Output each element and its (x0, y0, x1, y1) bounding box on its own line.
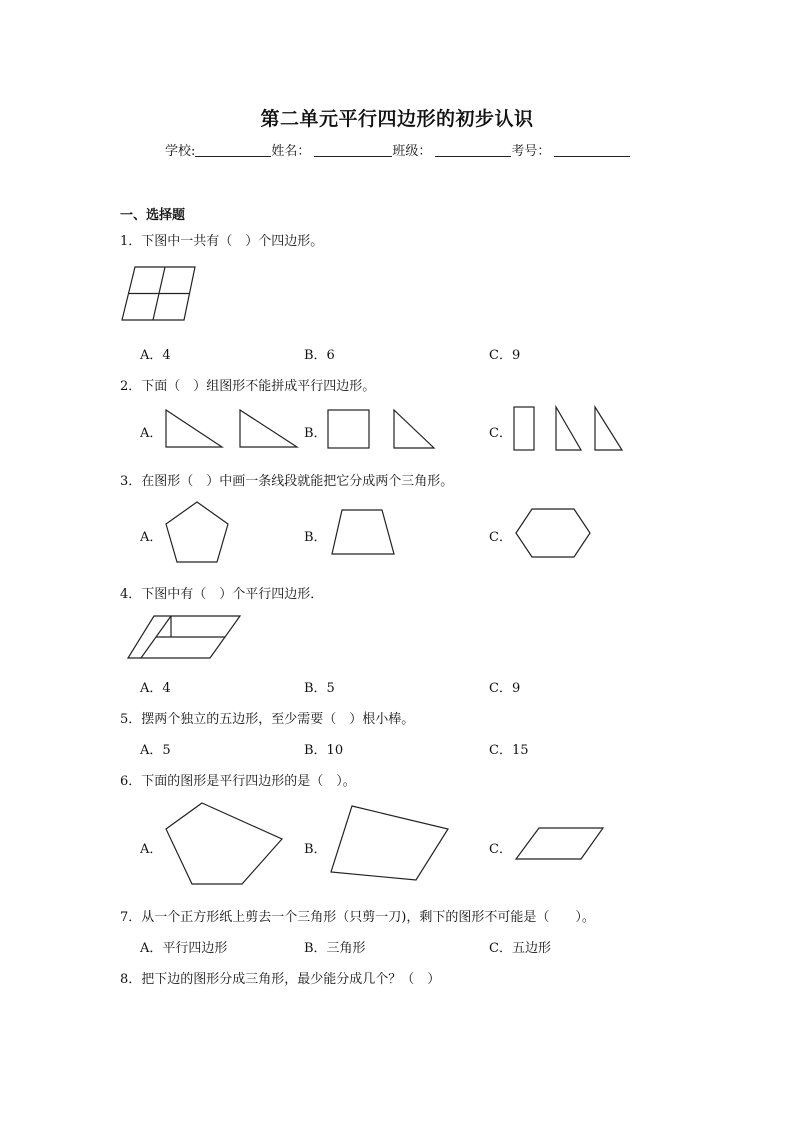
question-5 (120, 708, 414, 727)
exam-no-label: 考号： (511, 144, 551, 159)
question-text: 下面的图形是平行四边形的是（ ）。 (141, 774, 356, 789)
q1-option-c[interactable]: C．9 (489, 348, 521, 363)
question-number: 6． (120, 774, 142, 789)
q2-option-b[interactable]: B． (304, 426, 327, 441)
question-text: 在图形（ ）中画一条线段就能把它分成两个三角形。 (141, 474, 454, 489)
q2-option-c[interactable]: C． (489, 426, 512, 441)
section-title: 一、选择题 (120, 208, 186, 223)
q4-option-c[interactable]: C．9 (489, 681, 521, 696)
q7-option-c[interactable]: C．五边形 (489, 941, 551, 956)
q3-option-c-figure-hexagon (514, 507, 594, 559)
header-info-line (165, 140, 630, 159)
q1-figure-grid-parallelogram (120, 265, 200, 323)
question-6 (120, 770, 356, 789)
name-blank[interactable] (314, 144, 392, 157)
q1-option-a[interactable]: A．4 (140, 348, 171, 363)
question-number: 7． (120, 910, 142, 925)
question-7 (120, 906, 595, 925)
question-number: 1． (120, 234, 142, 249)
q5-option-a[interactable]: A．5 (140, 743, 171, 758)
q6-option-b[interactable]: B． (304, 842, 327, 857)
question-number: 8． (120, 972, 142, 987)
question-8 (120, 968, 440, 987)
q6-option-a[interactable]: A． (140, 842, 163, 857)
question-1 (120, 230, 323, 249)
q2-option-b-figure-square-triangle (326, 408, 438, 450)
question-number: 2． (120, 379, 142, 394)
q6-option-a-figure-pentagon-irregular (162, 801, 286, 889)
question-text: 把下边的图形分成三角形，最少能分成几个？（ ） (141, 972, 441, 987)
question-text: 摆两个独立的五边形，至少需要（ ）根小棒。 (141, 712, 415, 727)
school-blank[interactable] (195, 144, 271, 157)
q6-option-b-figure-quadrilateral (328, 804, 452, 884)
q2-option-c-figure-rect-triangles (512, 405, 628, 453)
page-title: 第二单元平行四边形的初步认识 (260, 108, 534, 130)
q7-option-b[interactable]: B．三角形 (304, 941, 366, 956)
question-text: 从一个正方形纸上剪去一个三角形（只剪一刀)，剩下的图形不可能是（ ）。 (141, 910, 595, 925)
q3-option-a[interactable]: A． (140, 530, 163, 545)
exam-no-blank[interactable] (554, 144, 630, 157)
question-number: 5． (120, 712, 142, 727)
question-number: 4． (120, 587, 142, 602)
q7-option-a[interactable]: A．平行四边形 (140, 941, 228, 956)
q3-option-c[interactable]: C． (489, 530, 512, 545)
q4-option-b[interactable]: B．5 (304, 681, 335, 696)
q4-figure-divided-parallelogram (126, 614, 244, 660)
question-text: 下图中有（ ）个平行四边形． (141, 587, 324, 602)
question-3 (120, 470, 453, 489)
q3-option-b-figure-trapezoid (330, 508, 398, 558)
question-text: 下面（ ）组图形不能拼成平行四边形。 (141, 379, 376, 394)
q6-option-c-figure-parallelogram (513, 826, 607, 862)
class-blank[interactable] (435, 144, 511, 157)
q2-option-a[interactable]: A． (140, 426, 163, 441)
question-text: 下图中一共有（ ）个四边形。 (141, 234, 324, 249)
q3-option-b[interactable]: B． (304, 530, 327, 545)
question-number: 3． (120, 474, 142, 489)
q6-option-c[interactable]: C． (489, 842, 512, 857)
class-label: 班级： (392, 144, 432, 159)
q4-option-a[interactable]: A．4 (140, 681, 171, 696)
q5-option-b[interactable]: B．10 (304, 743, 344, 758)
name-label: 姓名： (271, 144, 311, 159)
question-4 (120, 583, 323, 602)
q2-option-a-figure-two-triangles (164, 408, 304, 450)
q3-option-a-figure-pentagon (164, 500, 232, 566)
question-2 (120, 375, 375, 394)
school-label: 学校: (165, 144, 196, 159)
q1-option-b[interactable]: B．6 (304, 348, 335, 363)
q5-option-c[interactable]: C．15 (489, 743, 529, 758)
